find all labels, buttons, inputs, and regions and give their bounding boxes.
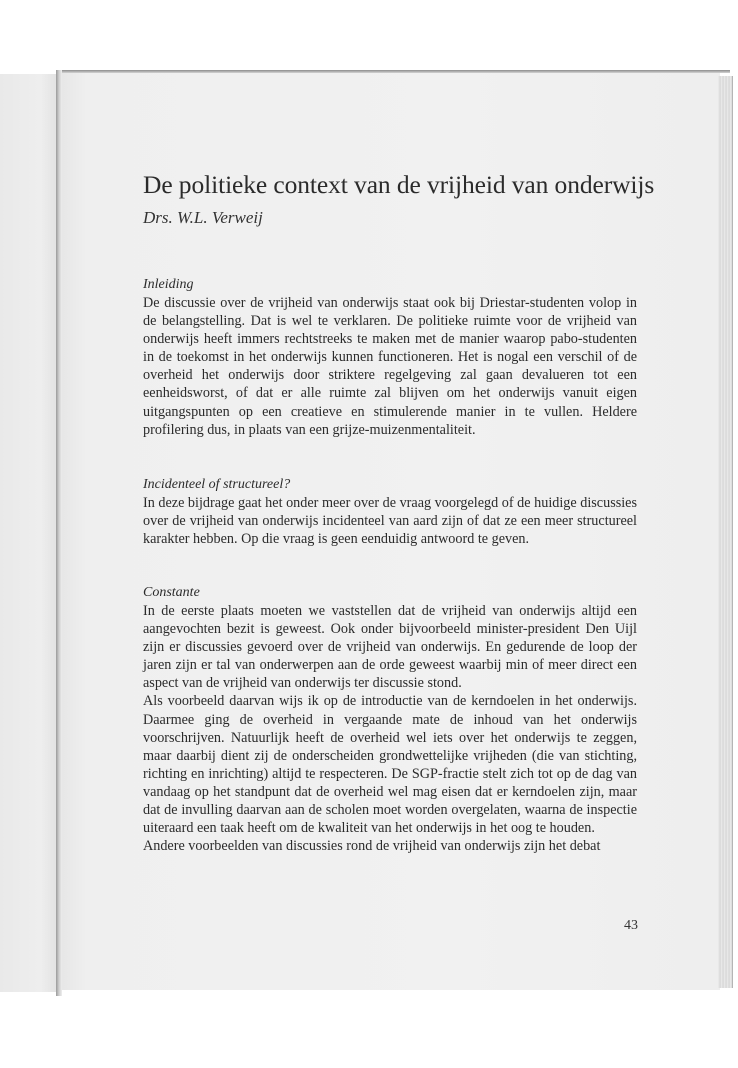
- article: [143, 168, 655, 855]
- section-heading: Incidenteel of structureel?: [143, 477, 291, 492]
- paragraph: Andere voorbeelden van discussies rond de vrijheid van onderwijs zijn het debat: [143, 838, 601, 855]
- paragraph: De discussie over de vrijheid van onderwijs staat ook bij Driestar-studenten volop in de belangstelling. Dat is wel te verklaren. De politieke ruimte voor de vrijheid van onderwijs heeft immers rechtstreeks te maken met de manier waarop pabo-studenten in de toekomst in het onderwijs kunnen functioneren. Het is nogal een verschil of de overheid het onderwijs door striktere regelgeving zal gaan devalueren tot een eenheidsworst, of dat er alle ruimte zal blijven om het onderwijs vanuit eigen uitgangspunten op een creatieve en stimulerende manier in te vullen. Heldere profilering dus, in plaats van een grijze-muizenmentaliteit.: [143, 295, 637, 438]
- section-incidenteel: [143, 476, 637, 548]
- page-stack-edge: [718, 76, 733, 988]
- page-top-edge: [60, 70, 730, 73]
- section-heading: Inleiding: [143, 277, 194, 292]
- section-constante: [143, 584, 637, 855]
- facing-page: [0, 74, 58, 992]
- section-heading: Constante: [143, 585, 200, 600]
- article-title: De politieke context van de vrijheid van onderwijs: [143, 170, 655, 199]
- article-author: Drs. W.L. Verweij: [143, 208, 263, 227]
- paragraph: In de eerste plaats moeten we vaststellen dat de vrijheid van onderwijs altijd een aangevochten bezit is geweest. Ook onder bijvoorbeeld minister-president Den Uijl zijn er discussies gevoerd over de vrijheid van onderwijs. En gedurende de loop der jaren zijn er tal van onderwerpen aan de orde geweest waarbij min of meer direct een aspect van de vrijheid van onderwijs ter discussie stond.: [143, 603, 637, 692]
- page-number: 43: [624, 918, 638, 933]
- section-inleiding: [143, 276, 637, 439]
- paragraph: In deze bijdrage gaat het onder meer over de vraag voorgelegd of de huidige discussies over de vrijheid van onderwijs incidenteel van aard zijn of dat ze een meer structureel karakter hebben. Op die vraag is geen eenduidig antwoord te geven.: [143, 495, 637, 548]
- book-gutter: [56, 70, 62, 996]
- paragraph: Als voorbeeld daarvan wijs ik op de introductie van de kerndoelen in het onderwijs. Daarmee ging de overheid in vergaande mate de inhoud van het onderwijs voorschrijven. Natuurlijk heeft de overheid wel iets over het onderwijs te zeggen, maar daarbij dient zij de onderscheiden grondwettelijke vrijheden (die van stichting, richting en inrichting) altijd te respecteren. De SGP-fractie stelt zich tot op de dag van vandaag op het standpunt dat de overheid wel mag eisen dat er kerndoelen zijn, maar dat de invulling daarvan aan de scholen moet worden overgelaten, waarna de inspectie uiteraard een taak heeft om de kwaliteit van het onderwijs in het oog te houden.: [143, 693, 637, 837]
